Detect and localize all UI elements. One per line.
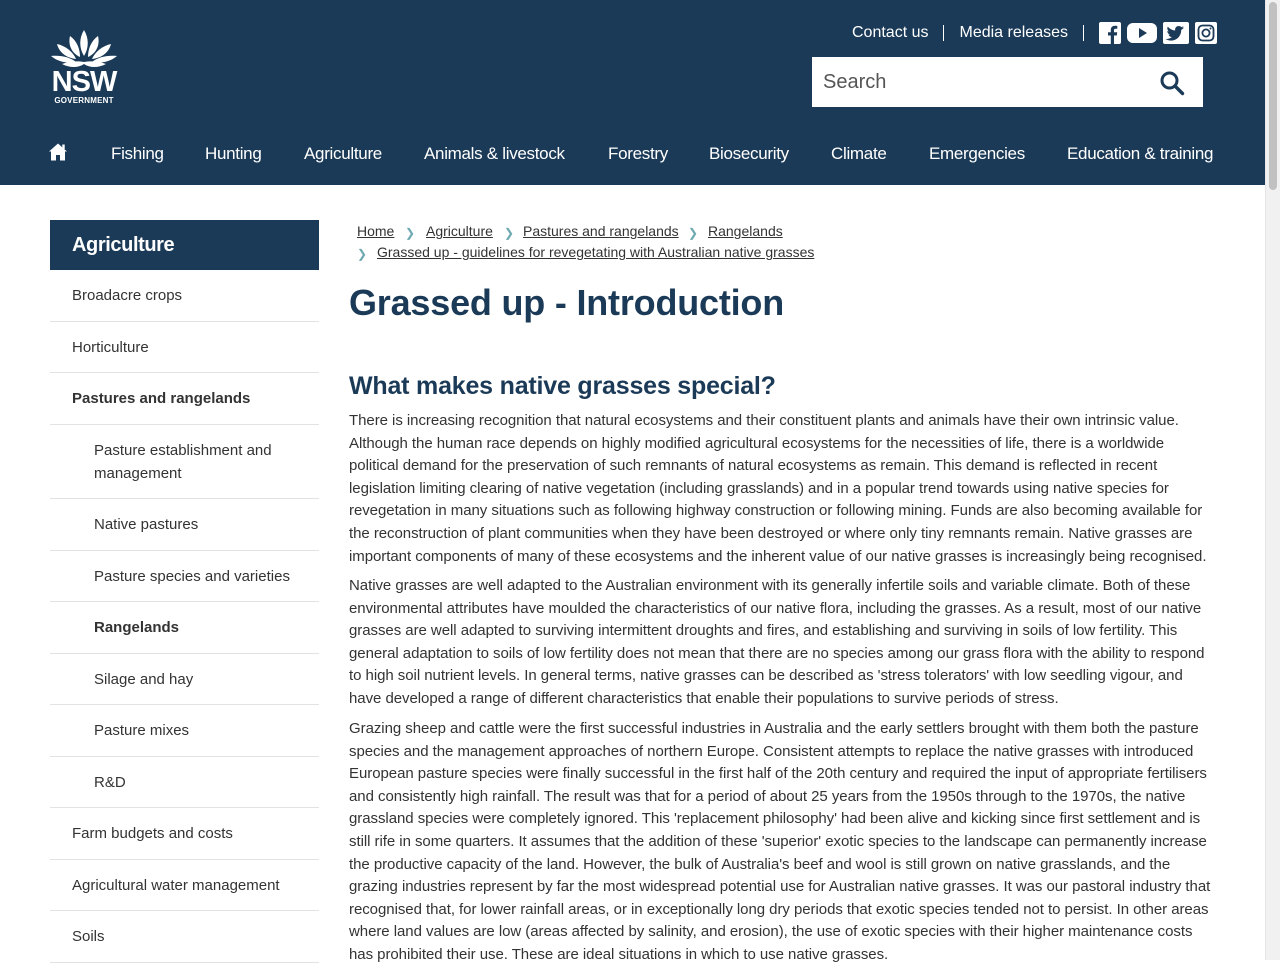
facebook-icon[interactable] — [1099, 22, 1121, 44]
sidebar-item-soils[interactable]: Soils — [50, 911, 319, 963]
nav-biosecurity[interactable]: Biosecurity — [709, 144, 789, 163]
breadcrumb-grassed-up[interactable]: Grassed up - guidelines for revegetating with Australian native grasses — [377, 244, 815, 260]
page-scrollbar[interactable] — [1265, 0, 1280, 960]
sidebar-item-pasture-species[interactable]: Pasture species and varieties — [50, 551, 319, 602]
sidebar-title[interactable]: Agriculture — [50, 220, 319, 270]
chevron-right-icon: ❯ — [405, 226, 416, 240]
breadcrumb-pastures[interactable]: Pastures and rangelands — [523, 223, 679, 239]
nav-climate[interactable]: Climate — [831, 144, 887, 163]
chevron-right-icon: ❯ — [357, 247, 368, 261]
section-sidebar — [50, 220, 319, 963]
search-box — [812, 57, 1203, 107]
nav-emergencies[interactable]: Emergencies — [929, 144, 1025, 163]
nsw-government-logo[interactable] — [48, 26, 122, 108]
nav-hunting[interactable]: Hunting — [205, 144, 262, 163]
instagram-icon[interactable] — [1195, 22, 1217, 44]
nav-fishing[interactable]: Fishing — [111, 144, 164, 163]
scrollbar-thumb[interactable] — [1269, 2, 1277, 190]
sidebar-item-pasture-mixes[interactable]: Pasture mixes — [50, 705, 319, 757]
paragraph-intrinsic-value: There is increasing recognition that natural ecosystems and their constituent plants and animals have their own intrinsic value. Although the human race depends on highly modified agricultural ecosystems for the necessities of life, there is a worldwide political demand for the preservation of such remnants of natural ecosystems as remain. This demand is reflected in recent legislation limiting clearing of native vegetation (including grasslands) and in a popular trend towards using native species for revegetation in many situations such as following highway construction or following mining. Funds are also becoming available for the reconstruction of plant communities when they have been destroyed or where only tiny remnants remain. Native grasses are important components of many of these ecosystems and the inherent value of our native grasses is increasingly being recognised. — [349, 412, 1207, 565]
utility-links — [852, 22, 1217, 44]
section-heading: What makes native grasses special? — [349, 372, 776, 400]
logo-nsw-text: NSW — [51, 66, 117, 98]
youtube-icon[interactable] — [1127, 22, 1157, 44]
twitter-icon[interactable] — [1163, 22, 1189, 44]
nav-agriculture[interactable]: Agriculture — [304, 144, 382, 163]
sidebar-item-rd[interactable]: R&D — [50, 757, 319, 808]
breadcrumb-agriculture[interactable]: Agriculture — [426, 223, 493, 239]
search-input[interactable] — [812, 57, 1142, 107]
breadcrumb-rangelands[interactable]: Rangelands — [708, 223, 783, 239]
site-header — [0, 0, 1265, 185]
logo-government-text: GOVERNMENT — [54, 96, 114, 105]
contact-us-link[interactable]: Contact us — [852, 24, 929, 41]
sidebar-item-pasture-establishment[interactable]: Pasture establishment and management — [50, 425, 319, 499]
nav-education-training[interactable]: Education & training — [1067, 144, 1214, 163]
sidebar-item-native-pastures[interactable]: Native pastures — [50, 499, 319, 551]
main-navigation — [0, 132, 1265, 178]
sidebar-item-broadacre-crops[interactable]: Broadacre crops — [50, 270, 319, 322]
sidebar-item-farm-budgets[interactable]: Farm budgets and costs — [50, 808, 319, 860]
sidebar-item-horticulture[interactable]: Horticulture — [50, 322, 319, 373]
paragraph-adaptation: Native grasses are well adapted to the Australian environment with its generally infertile soils and variable climate. Both of these environmental attributes have moulded the characteristics of our native flora, including the grasses. As a result, most of our native grasses are well adapted to surviving intermittent droughts and fires, and establishing and surviving in soils of low fertility. This general adaptation to soils of low fertility does not mean that there are no species among our grass flora with the ability to respond to high soil nutrient levels. In general terms, native grasses can be described as 'stress tolerators' with low seedling vigour, and have developed a range of different characteristics that enable their populations to survive periods of stress. — [349, 577, 1205, 707]
divider — [1083, 25, 1084, 41]
sidebar-item-pastures-rangelands[interactable]: Pastures and rangelands — [50, 373, 319, 425]
home-icon[interactable] — [48, 142, 68, 162]
chevron-right-icon: ❯ — [504, 226, 515, 240]
divider — [943, 25, 944, 41]
media-releases-link[interactable]: Media releases — [959, 24, 1068, 41]
sidebar-item-water-management[interactable]: Agricultural water management — [50, 860, 319, 911]
nav-animals-livestock[interactable]: Animals & livestock — [424, 144, 565, 163]
sidebar-item-rangelands[interactable]: Rangelands — [50, 602, 319, 654]
paragraph-grazing-history: Grazing sheep and cattle were the first successful industries in Australia and the early settlers brought with them both the pasture species and the management approaches of northern Europe. Consistent attempts to replace the native grasses with introduced European pasture species were finally successful in the first half of the 20th century and required the input of appropriate fertilisers and consistently high rainfall. The result was that for a period of about 25 years from the 1950s through to the 1970s, the native grassland species were completely ignored. This 'replacement philosophy' had been alive and kicking since first settlement and is still rife in some quarters. It assumes that the addition of these 'superior' exotic species to the landscape can permanently increase the productive capacity of the land. However, the bulk of Australia's beef and wool is still grown on native grasslands, and the grazing industries represent by far the most widespread potential use for Australian native grasses. It was our pastoral industry that recognised that, for lower rainfall areas, or in exceptionally long dry periods that exotic species tended not to persist. In other areas where land values are low (areas affected by salinity, and erosion), the use of exotic species with their higher maintenance costs has prohibited their use. These are ideal situations in which to use native grasses. — [349, 720, 1211, 963]
breadcrumb-home[interactable]: Home — [357, 223, 395, 239]
chevron-right-icon: ❯ — [688, 226, 699, 240]
sidebar-item-silage-hay[interactable]: Silage and hay — [50, 654, 319, 705]
social-links — [1099, 22, 1217, 44]
logo-text — [48, 68, 120, 106]
search-icon[interactable] — [1159, 70, 1185, 96]
page-title: Grassed up - Introduction — [349, 282, 785, 323]
nav-forestry[interactable]: Forestry — [608, 144, 668, 163]
